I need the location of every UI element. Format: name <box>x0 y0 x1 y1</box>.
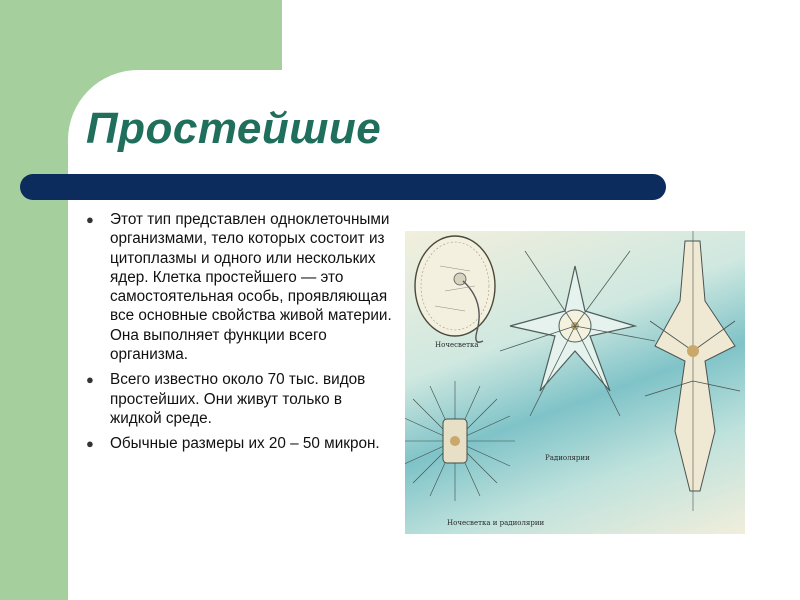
bullet-item <box>84 370 394 428</box>
protozoa-drawing <box>405 231 745 534</box>
spiny-radiolarian <box>405 381 515 501</box>
elongated-radiolarian <box>645 231 740 511</box>
title-divider-bar <box>20 174 666 200</box>
protozoa-illustration <box>405 231 745 534</box>
bullet-text: Этот тип представлен одноклеточными организмами, тело которых состоит из цитоплазмы и одного или нескольких ядер. Клетка простейшего — это самостоятельная особь, проявляющая все основные свойства живой материи. Она выполняет функции всего организма. <box>110 211 392 364</box>
noctiluca-cell <box>415 236 495 342</box>
bullet-dot-icon: ● <box>86 372 94 388</box>
bullet-item <box>84 434 394 453</box>
bullet-text: Обычные размеры их 20 – 50 микрон. <box>110 435 380 453</box>
label-noctiluca: Ночесветка <box>435 341 479 349</box>
figure-caption: Ночесветка и радиолярии <box>447 519 545 527</box>
bullet-dot-icon: ● <box>86 212 94 227</box>
radiolarian-star <box>500 251 655 416</box>
background-green-strip <box>0 0 68 600</box>
bullet-item <box>84 210 394 364</box>
bullet-dot-icon: ● <box>86 436 94 452</box>
bullet-list <box>84 210 394 460</box>
bullet-text: Всего известно около 70 тыс. видов простейших. Они живут только в жидкой среде. <box>110 371 366 427</box>
label-radiolaria: Радиолярии <box>545 454 590 462</box>
slide-title: Простейшие <box>86 104 382 153</box>
